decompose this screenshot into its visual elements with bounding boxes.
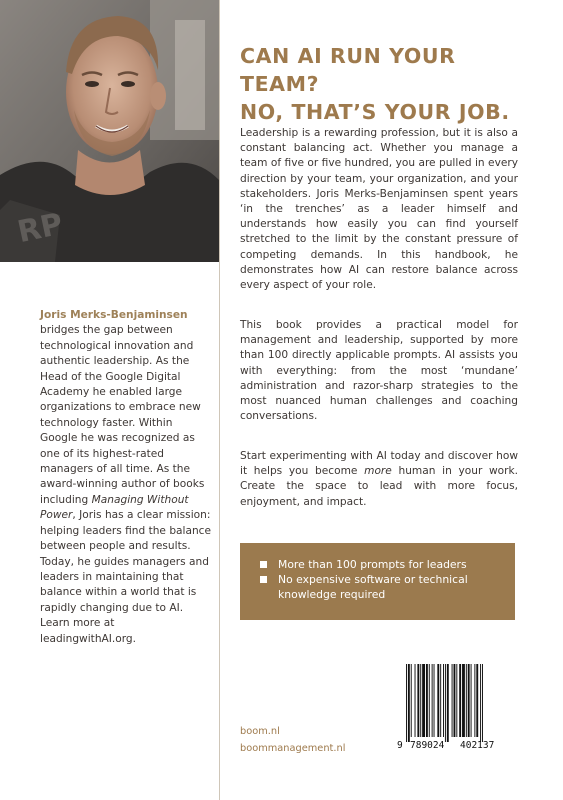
paragraph-3 xyxy=(240,449,518,510)
square-bullet-icon xyxy=(260,561,267,568)
back-cover-headline xyxy=(240,42,540,126)
barcode-bar xyxy=(411,664,412,737)
barcode-bar xyxy=(426,664,428,737)
isbn-barcode xyxy=(396,662,514,750)
barcode-bar xyxy=(437,664,439,737)
barcode-group-2: 402137 xyxy=(460,740,495,750)
bio-text-2: , Joris has a clear mission: helping leaders find the balance between people and results. Today, he guides managers and leaders in maintaining that balance within a world that is rapidly changing due to AI. Learn more at leadingwithAI.org. xyxy=(40,509,212,645)
barcode-bar xyxy=(417,664,419,737)
barcode-bar xyxy=(474,664,475,737)
barcode-bar xyxy=(454,664,456,737)
author-photo xyxy=(0,0,219,262)
barcode-bar xyxy=(420,664,421,737)
bio-book-title: Managing Without Power xyxy=(40,493,189,522)
bio-text-1: bridges the gap between technological innovation and authentic leadership. As the Head of the Google Digital Academy he enabled large organizations to embrace new technology faster. Within Google he was recognized as one of its highest-rated managers of all time. As the award-winning author of books including xyxy=(40,324,205,506)
highlights-list xyxy=(260,557,503,603)
highlight-item xyxy=(260,557,503,572)
barcode-bar xyxy=(468,664,470,737)
barcode-bar xyxy=(452,664,453,737)
barcode-bar xyxy=(471,664,472,737)
barcode-bar xyxy=(476,664,478,737)
headline-line-2: NO, THAT’S YOUR JOB. xyxy=(240,100,510,124)
barcode-bar xyxy=(415,664,416,737)
left-column xyxy=(0,0,219,800)
barcode-bar xyxy=(408,664,410,742)
publisher-links xyxy=(240,723,345,757)
barcode-bar xyxy=(482,664,483,742)
link-boommanagement[interactable]: boommanagement.nl xyxy=(240,743,346,754)
author-name: Joris Merks-Benjaminsen xyxy=(40,309,188,321)
paragraph-1: Leadership is a rewarding profession, but it is also a constant balancing act. Whether you manage a team of five or five hundred, you are pulled in every direction by your team, your organization, and your stakeholders. Joris Merks-Benjaminsen spent years ‘in the trenches’ as a leader himself and understands how easily you can find yourself stretched to the limit by the constant pressure of competing demands. In this handbook, he demonstrates how AI can restore balance across every aspect of your role. xyxy=(240,127,518,292)
highlight-text: No expensive software or technical knowledge required xyxy=(278,573,468,602)
paragraph-2: This book provides a practical model for management and leadership, supported by more than 100 directly applicable prompts. AI assists you with everything: from the most ‘mundane’ administration and razor-sharp strategies to the most nuanced human challenges and coaching conversations. xyxy=(240,319,518,423)
barcode-bar xyxy=(429,664,430,737)
barcode-bar xyxy=(445,664,446,742)
highlight-text: More than 100 prompts for leaders xyxy=(278,558,467,571)
highlights-box xyxy=(240,543,515,620)
barcode-bar xyxy=(462,664,465,737)
paragraph-3-text-2: human in your work. Create the space to lead with more focus, enjoyment, and impact. xyxy=(240,465,518,508)
svg-text:RP: RP xyxy=(14,206,66,251)
barcode-bar xyxy=(432,664,433,737)
author-portrait-image xyxy=(0,0,219,262)
barcode-bar xyxy=(443,664,444,737)
highlight-item xyxy=(260,572,503,602)
barcode-bar xyxy=(456,664,457,737)
barcode-bar xyxy=(406,664,407,742)
barcode-first-digit: 9 xyxy=(397,740,403,750)
headline-line-1: CAN AI RUN YOUR TEAM? xyxy=(240,44,456,96)
link-boom[interactable]: boom.nl xyxy=(240,726,280,737)
column-divider xyxy=(219,0,220,800)
barcode-image xyxy=(396,662,514,750)
barcode-bar xyxy=(459,664,461,737)
paragraph-3-emphasis: more xyxy=(364,465,392,478)
barcode-bar xyxy=(480,664,481,742)
barcode-group-1: 789024 xyxy=(410,740,445,750)
barcode-bar xyxy=(440,664,441,737)
barcode-bar xyxy=(434,664,435,737)
barcode-bar xyxy=(466,664,467,737)
barcode-bar xyxy=(447,664,449,742)
paragraph-3-text-1: Start experimenting with AI today and discover how it helps you become xyxy=(240,450,518,478)
barcode-bar xyxy=(422,664,425,737)
square-bullet-icon xyxy=(260,576,267,583)
author-bio xyxy=(40,308,212,647)
